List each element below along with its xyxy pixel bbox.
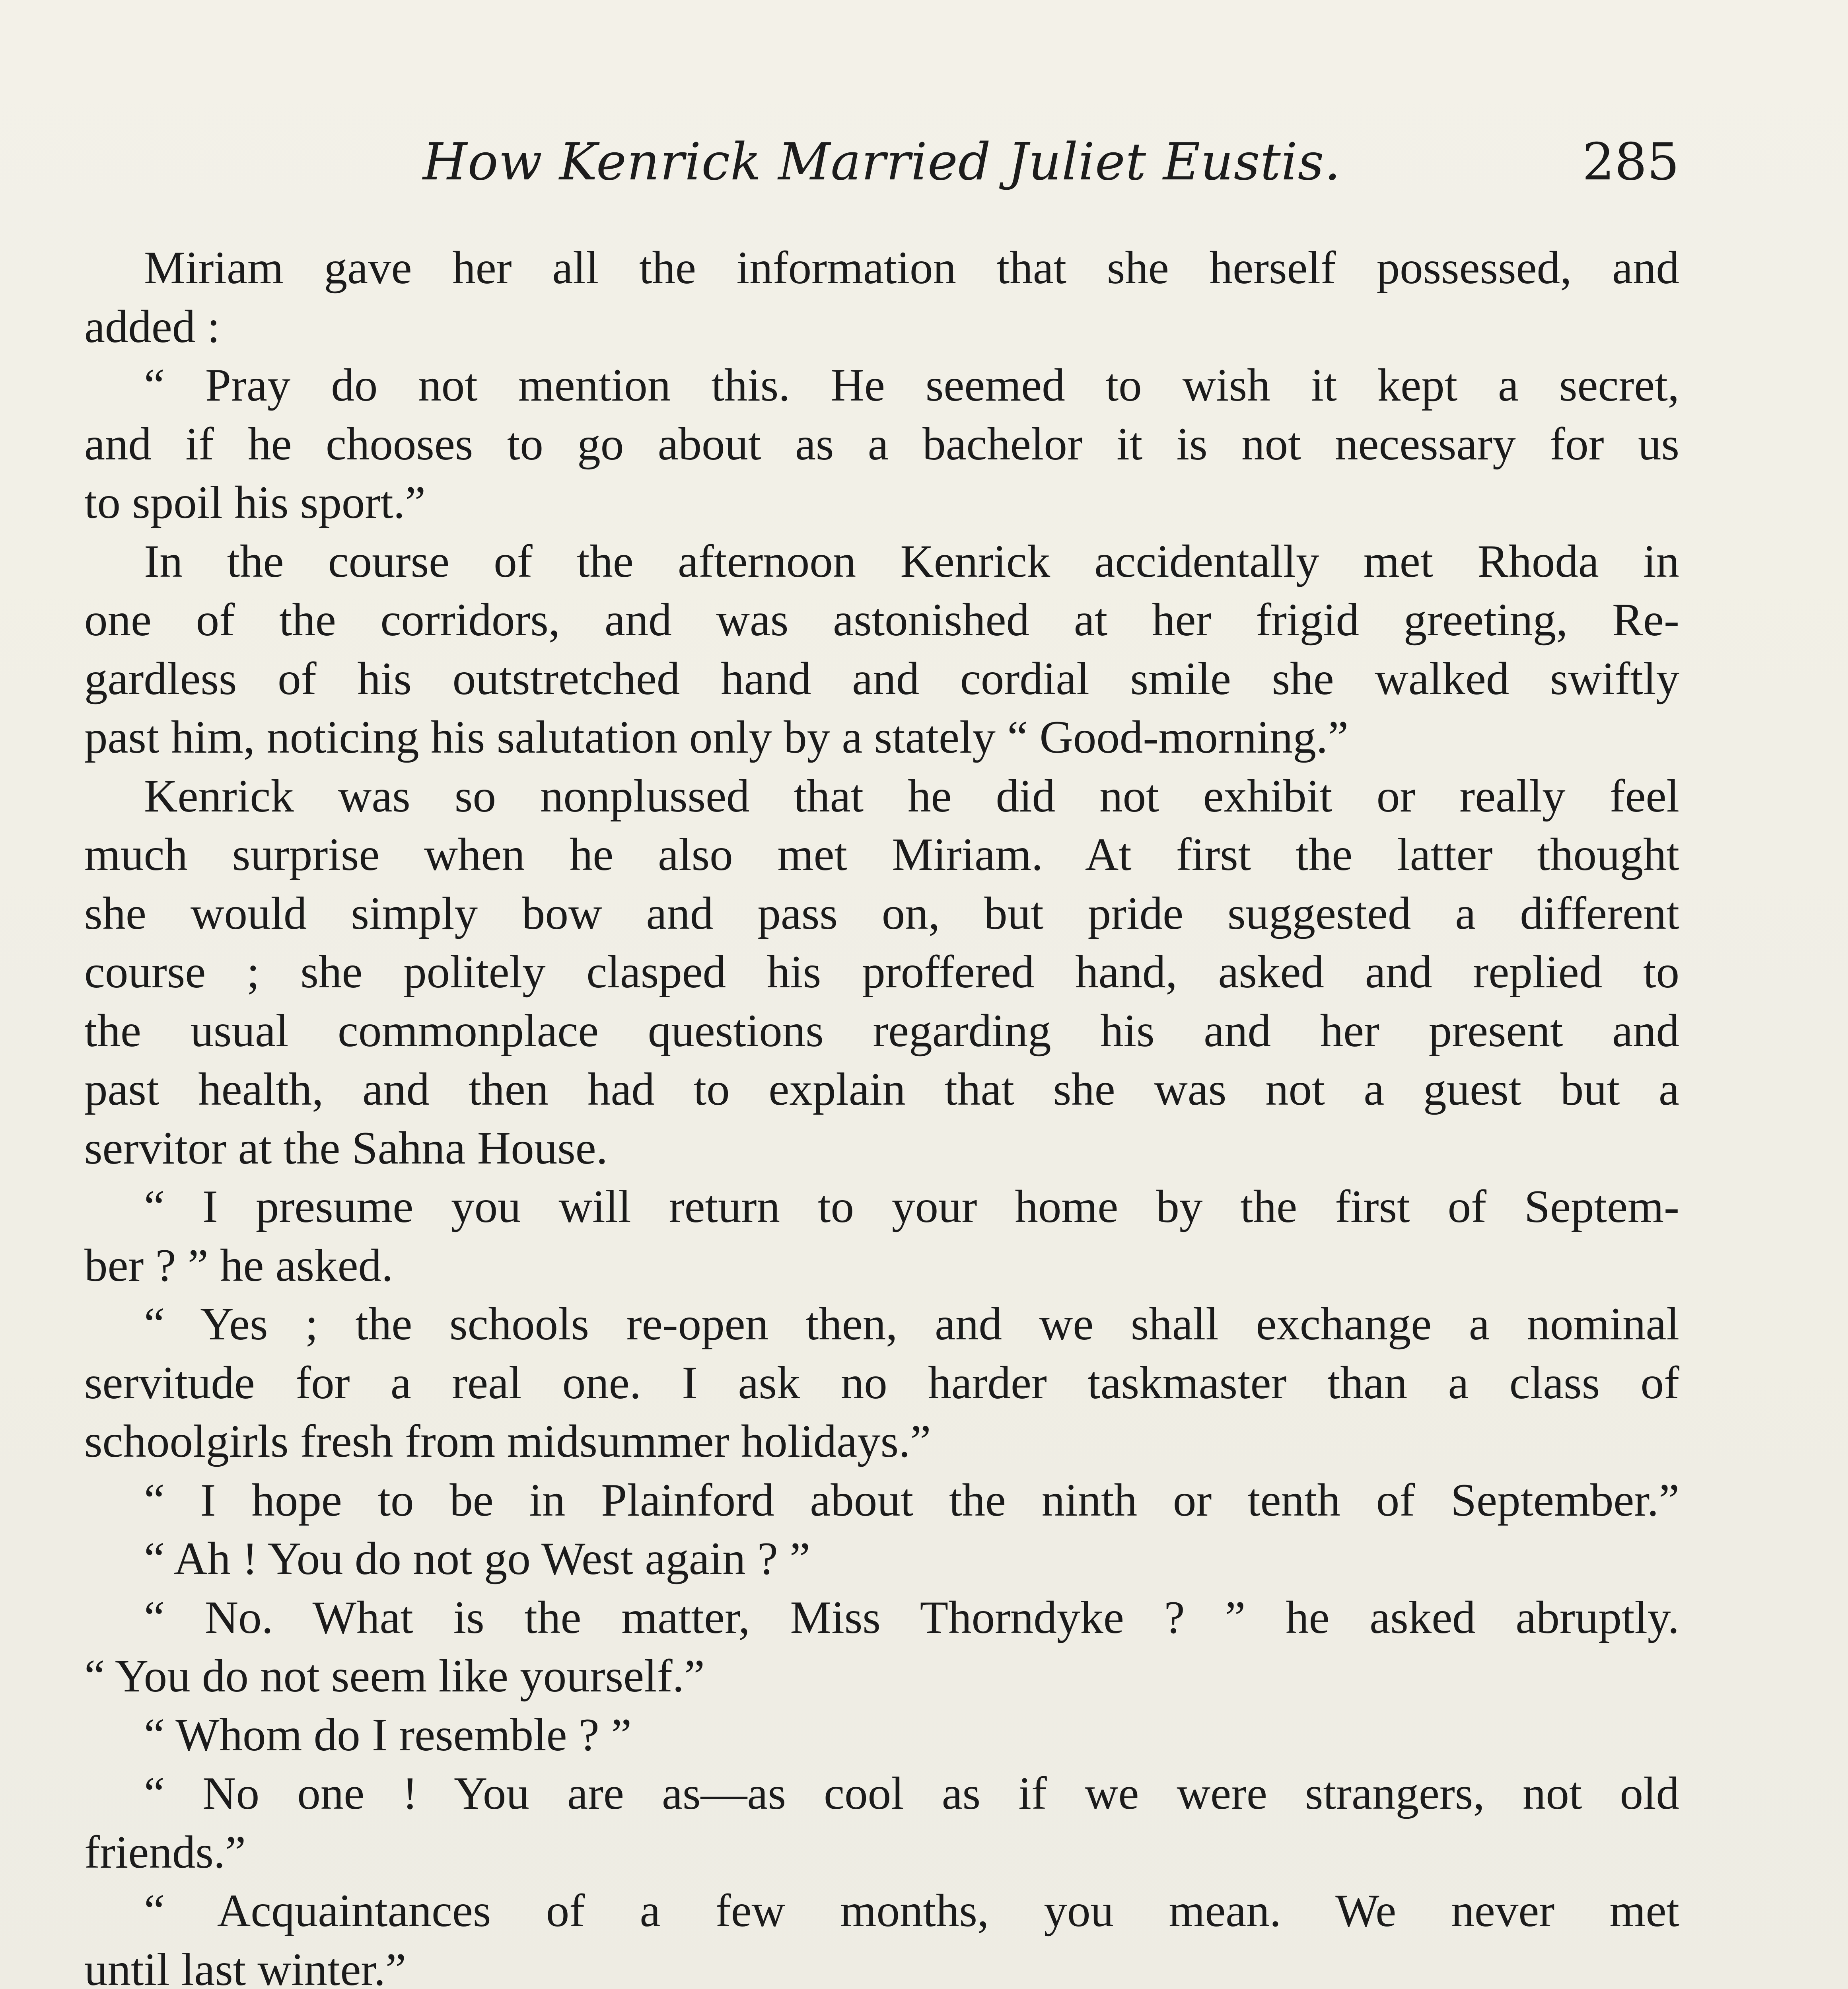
page-number: 285 — [1582, 132, 1679, 192]
text-line: until last winter.” — [84, 1944, 407, 1989]
text-line: she would simply bow and pass on, but pride suggested a different — [84, 887, 1679, 939]
text-line: the usual commonplace questions regarding his and her present and — [84, 1005, 1679, 1057]
text-line: friends.” — [84, 1826, 246, 1878]
text-line: “ No one ! You are as—as cool as if we were strangers, not old — [144, 1768, 1679, 1819]
text-line: past him, noticing his salutation only by a stately “ Good-morning.” — [84, 712, 1349, 763]
text-line: “ Pray do not mention this. He seemed to wish it kept a secret, — [144, 360, 1679, 411]
body-text — [84, 239, 1679, 1989]
text-line: much surprise when he also met Miriam. At first the latter thought — [84, 829, 1679, 880]
page-header — [84, 127, 1679, 198]
text-line: Miriam gave her all the information that she herself possessed, and — [144, 242, 1679, 294]
text-line: to spoil his sport.” — [84, 477, 426, 528]
text-line: “ Acquaintances of a few months, you mean. We never met — [144, 1885, 1679, 1936]
text-line: servitude for a real one. I ask no harder taskmaster than a class of — [84, 1357, 1679, 1409]
text-line: “ No. What is the matter, Miss Thorndyke ? ” he asked abruptly. — [144, 1592, 1679, 1643]
text-line: one of the corridors, and was astonished at her frigid greeting, Re- — [84, 594, 1679, 646]
running-title: How Kenrick Married Juliet Eustis. — [422, 132, 1341, 192]
text-line: gardless of his outstretched hand and cordial smile she walked swiftly — [84, 653, 1679, 705]
text-line: added : — [84, 301, 220, 352]
text-line: course ; she politely clasped his proffered hand, asked and replied to — [84, 946, 1679, 998]
text-line: “ Yes ; the schools re-open then, and we shall exchange a nominal — [144, 1298, 1679, 1350]
text-line: schoolgirls fresh from midsummer holidays.” — [84, 1416, 931, 1467]
text-line: “ Whom do I resemble ? ” — [144, 1709, 632, 1761]
text-line: and if he chooses to go about as a bachelor it is not necessary for us — [84, 418, 1679, 470]
text-line: “ I hope to be in Plainford about the ninth or tenth of September.” — [144, 1474, 1679, 1526]
text-line: servitor at the Sahna House. — [84, 1122, 608, 1174]
text-line: In the course of the afternoon Kenrick accidentally met Rhoda in — [144, 535, 1679, 587]
text-line: “ Ah ! You do not go West again ? ” — [144, 1533, 811, 1584]
text-line: ber ? ” he asked. — [84, 1240, 393, 1291]
text-line: “ I presume you will return to your home by the first of Septem- — [144, 1181, 1679, 1232]
text-line: “ You do not seem like yourself.” — [84, 1650, 705, 1702]
text-line: Kenrick was so nonplussed that he did not exhibit or really feel — [144, 770, 1679, 822]
text-line: past health, and then had to explain that she was not a guest but a — [84, 1064, 1679, 1115]
